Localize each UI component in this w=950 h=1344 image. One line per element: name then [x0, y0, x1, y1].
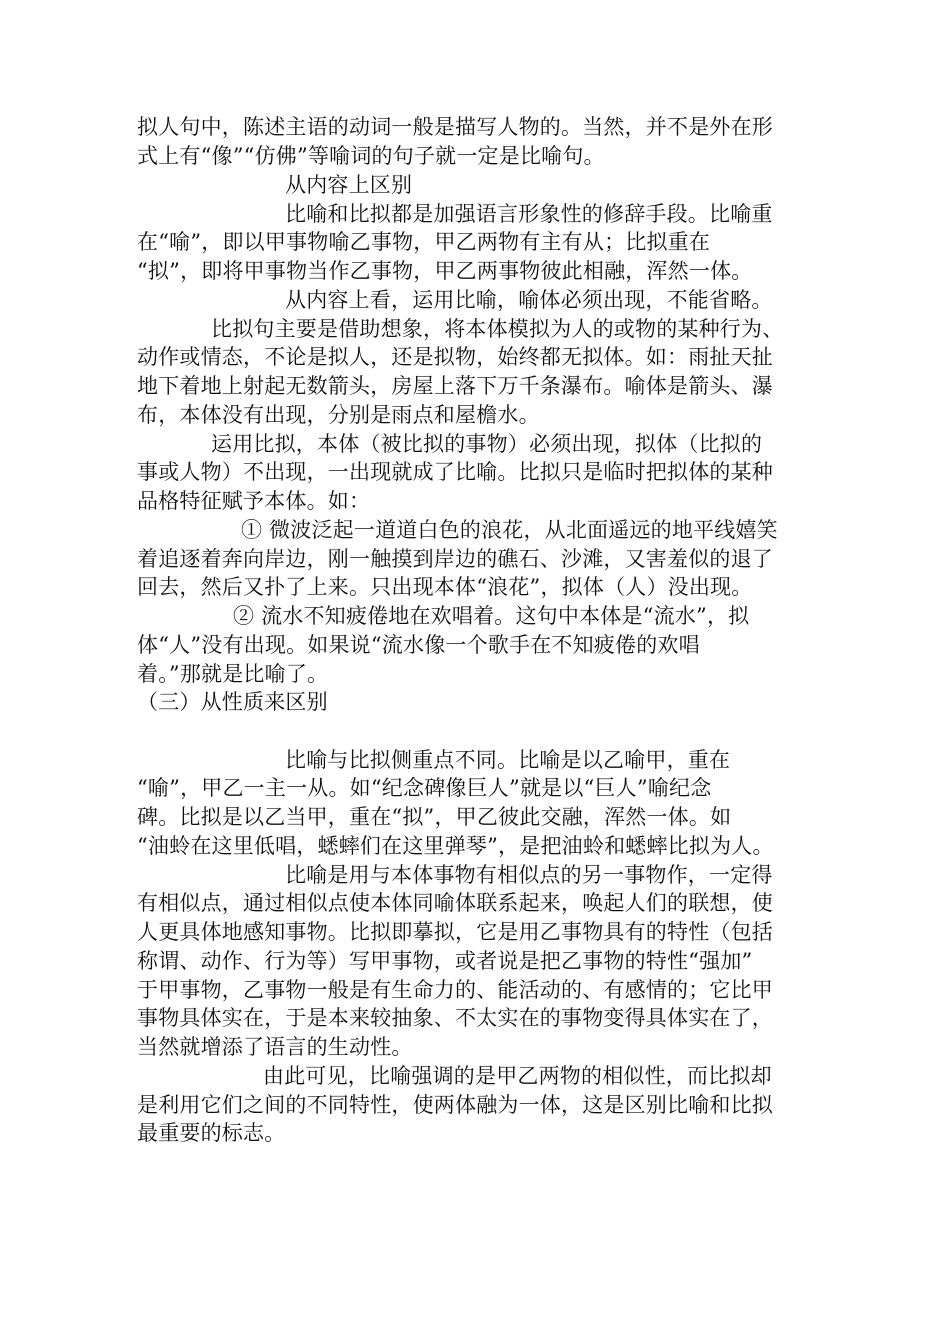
text-line: 有相似点，通过相似点使本体同喻体联系起来，唤起人们的联想，使	[137, 891, 773, 915]
text-line: 从内容上看，运用比喻，喻体必须出现，不能省略。	[285, 288, 773, 312]
text-line: “拟”，即将甲事物当作乙事物，甲乙两事物彼此相融，浑然一体。	[137, 259, 753, 283]
text-line: 地下着地上射起无数箭头，房屋上落下万千条瀑布。喻体是箭头、瀑	[137, 374, 773, 398]
text-line: 人更具体地感知事物。比拟即摹拟，它是用乙事物具有的特性（包括	[137, 920, 773, 944]
text-line: 最重要的标志。	[137, 1121, 286, 1145]
text-line: 由此可见，比喻强调的是甲乙两物的相似性，而比拟却	[263, 1064, 772, 1088]
example-item: ② 流水不知疲倦地在欢唱着。这句中本体是“流水”，拟	[233, 604, 750, 628]
text-line: 当然就增添了语言的生动性。	[137, 1035, 413, 1059]
text-line: 比喻和比拟都是加强语言形象性的修辞手段。比喻重	[285, 202, 773, 226]
text-line: 碑。比拟是以乙当甲，重在“拟”，甲乙彼此交融，浑然一体。如	[137, 805, 732, 829]
text-line: 是利用它们之间的不同特性，使两体融为一体，这是区别比喻和比拟	[137, 1093, 773, 1117]
text-line: 体“人”没有出现。如果说“流水像一个歌手在不知疲倦的欢唱	[137, 633, 700, 657]
text-line: 于甲事物，乙事物一般是有生命力的、能活动的、有感情的；它比甲	[137, 978, 773, 1002]
text-line: “油蛉在这里低唱，蟋蟀们在这里弹琴”，是把油蛉和蟋蟀比拟为人。	[137, 834, 774, 858]
text-line: 事物具体实在，于是本来较抽象、不太实在的事物变得具体实在了，	[137, 1006, 773, 1030]
text-line: 称谓、动作、行为等）写甲事物，或者说是把乙事物的特性“强加”	[137, 949, 753, 973]
section-heading: 从内容上区别	[285, 173, 413, 197]
text-line: 事或人物）不出现，一出现就成了比喻。比拟只是临时把拟体的某种	[137, 460, 773, 484]
text-line: 布，本体没有出现，分别是雨点和屋檐水。	[137, 403, 540, 427]
text-line: 比喻是用与本体事物有相似点的另一事物作，一定得	[285, 863, 773, 887]
section-heading: （三）从性质来区别	[137, 690, 328, 714]
text-line: 在“喻”，即以甲事物喻乙事物，甲乙两物有主有从；比拟重在	[137, 230, 711, 254]
text-line: 动作或情态，不论是拟人，还是拟物，始终都无拟体。如：雨扯天扯	[137, 345, 773, 369]
text-line: “喻”，甲乙一主一从。如“纪念碑像巨人”就是以“巨人”喻纪念	[137, 776, 712, 800]
text-line: 比拟句主要是借助想象，将本体模拟为人的或物的某种行为、	[211, 317, 784, 341]
text-line: 着。”那就是比喻了。	[137, 662, 329, 686]
example-item: ① 微波泛起一道道白色的浪花，从北面遥远的地平线嬉笑	[241, 518, 778, 542]
text-line: 运用比拟，本体（被比拟的事物）必须出现，拟体（比拟的	[211, 432, 763, 456]
text-line: 回去，然后又扑了上来。只出现本体“浪花”，拟体（人）没出现。	[137, 575, 753, 599]
text-line: 比喻与比拟侧重点不同。比喻是以乙喻甲，重在	[285, 748, 731, 772]
text-line: 拟人句中，陈述主语的动词一般是描写人物的。当然，并不是外在形	[137, 115, 773, 139]
text-line: 着追逐着奔向岸边，刚一触摸到岸边的礁石、沙滩，又害羞似的退了	[137, 547, 773, 571]
text-line: 式上有“像”“仿佛”等喻词的句子就一定是比喻句。	[137, 144, 605, 168]
text-line: 品格特征赋予本体。如：	[137, 489, 371, 513]
